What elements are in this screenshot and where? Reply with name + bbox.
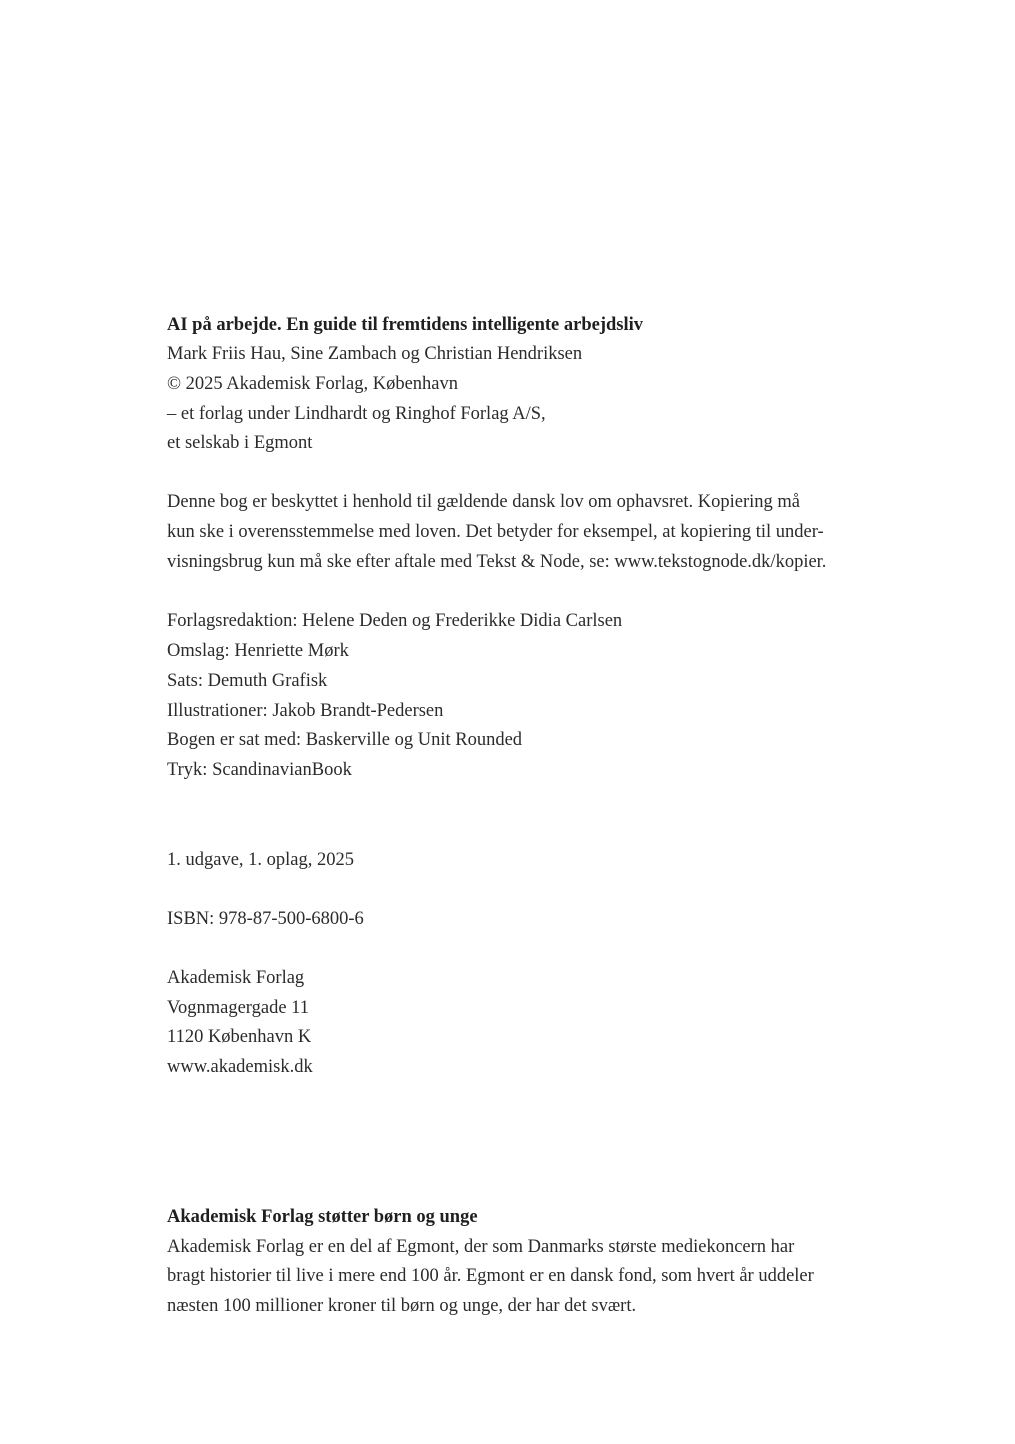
publisher-line-1: – et forlag under Lindhardt og Ringhof Forlag A/S, (167, 404, 546, 424)
authors: Mark Friis Hau, Sine Zambach og Christian Hendriksen (167, 344, 583, 364)
address-name: Akademisk Forlag (167, 968, 305, 988)
support-line-2: bragt historier til live i mere end 100 år. Egmont er en dansk fond, som hvert år uddeler (167, 1266, 814, 1286)
credit-typesetting: Sats: Demuth Grafisk (167, 671, 328, 691)
book-title: AI på arbejde. En guide til fremtidens intelligente arbejdsliv (167, 315, 644, 335)
copyright-notice-line-1: Denne bog er beskyttet i henhold til gældende dansk lov om ophavsret. Kopiering må (167, 492, 800, 512)
copyright-notice-line-3: visningsbrug kun må ske efter aftale med Tekst & Node, se: www.tekstognode.dk/kopier. (167, 552, 827, 572)
credit-cover: Omslag: Henriette Mørk (167, 641, 349, 661)
edition: 1. udgave, 1. oplag, 2025 (167, 850, 355, 870)
address-city: 1120 København K (167, 1027, 312, 1047)
support-line-1: Akademisk Forlag er en del af Egmont, der som Danmarks største mediekoncern har (167, 1237, 795, 1257)
isbn: ISBN: 978-87-500-6800-6 (167, 909, 364, 929)
support-heading: Akademisk Forlag støtter børn og unge (167, 1207, 478, 1227)
address-street: Vognmagergade 11 (167, 998, 309, 1018)
publisher-line-2: et selskab i Egmont (167, 433, 313, 453)
credit-illustrations: Illustrationer: Jakob Brandt-Pedersen (167, 701, 444, 721)
address-website: www.akademisk.dk (167, 1057, 313, 1077)
copyright-notice-line-2: kun ske i overensstemmelse med loven. Det betyder for eksempel, at kopiering til under- (167, 522, 824, 542)
copyright-line: © 2025 Akademisk Forlag, København (167, 374, 459, 394)
credit-print: Tryk: ScandinavianBook (167, 760, 352, 780)
support-line-3: næsten 100 millioner kroner til børn og unge, der har det svært. (167, 1296, 637, 1316)
credit-editors: Forlagsredaktion: Helene Deden og Frederikke Didia Carlsen (167, 611, 623, 631)
credit-typefaces: Bogen er sat med: Baskerville og Unit Rounded (167, 730, 523, 750)
